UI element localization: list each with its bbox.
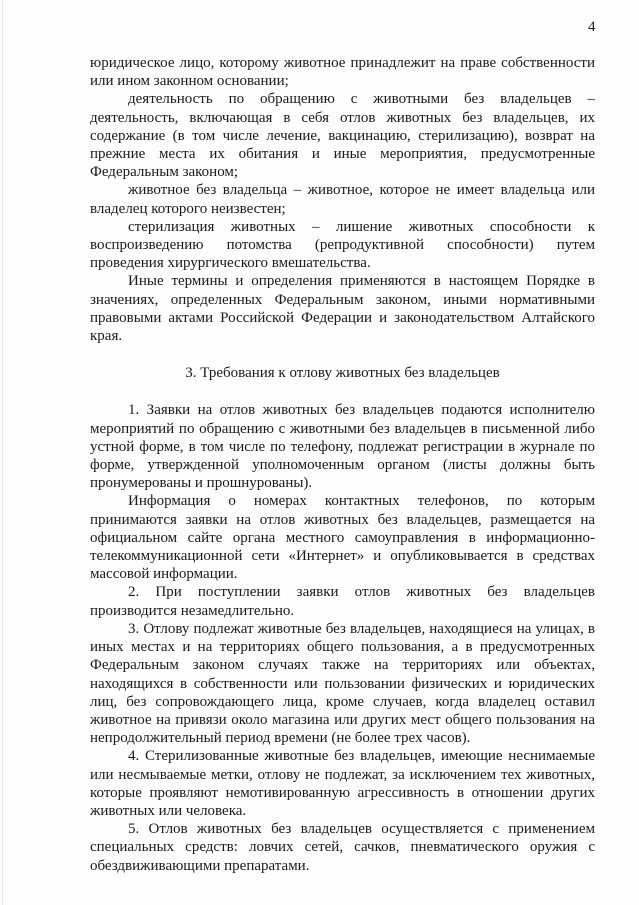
section-heading: 3. Требования к отлову животных без владельцев xyxy=(185,365,500,382)
page-number: 4 xyxy=(588,19,596,35)
paragraph-item-1: 1. Заявки на отлов животных без владельцев подаются исполнителю мероприятий по обращению с животными без владельцев в письменной либо устной форме, в том числе по телефону, подлежат регистрации в журнале по форме, утвержденной уполномоченным органом (листы должны быть пронумерованы и прошнурованы). xyxy=(90,402,595,492)
paragraph-item-2: 2. При поступлении заявки отлов животных без владельцев производится незамедлительно. xyxy=(90,584,595,619)
paragraph-legal-entity: юридическое лицо, которому животное принадлежит на праве собственности или ином законном основании; xyxy=(90,55,595,90)
paragraph-item-3: 3. Отлову подлежат животные без владельцев, находящиеся на улицах, в иных местах и на территориях общего пользования, а в предусмотренных Федеральным законом случаях также на территориях или объектах, находящихся в собственности или пользовании физических и юридических лиц, без сопровождающего лица, кроме случаев, когда владелец оставил животное на привязи около магазина или других мест общего пользования на непродолжительный период времени (не более трех часов). xyxy=(90,620,595,747)
document-body xyxy=(90,54,595,875)
page-edge-shadow xyxy=(2,0,3,905)
paragraph-definition-sterilization: стерилизация животных – лишение животных способности к воспроизведению потомства (репродуктивной способности) путем проведения хирургического вмешательства. xyxy=(90,218,595,272)
paragraph-definition-animal: животное без владельца – животное, которое не имеет владельца или владелец которого неизвестен; xyxy=(90,182,595,217)
paragraph-item-4: 4. Стерилизованные животные без владельцев, имеющие неснимаемые или несмываемые метки, отлову не подлежат, за исключением тех животных, которые проявляют немотивированную агрессивность в отношении других животных или человека. xyxy=(90,748,595,819)
paragraph-item-5: 5. Отлов животных без владельцев осуществляется с применением специальных средств: ловчих сетей, сачков, пневматического оружия с обездвиживающими препаратами. xyxy=(90,821,595,874)
paragraph-other-terms: Иные термины и определения применяются в настоящем Порядке в значениях, определенных Федеральным законом, иными нормативными правовыми актами Российской Федерации и законодательством Алтайского края. xyxy=(90,273,595,345)
paragraph-definition-activity: деятельность по обращению с животными без владельцев – деятельность, включающая в себя отлов животных без владельцев, их содержание (в том числе лечение, вакцинацию, стерилизацию), возврат на прежние места их обитания и иные мероприятия, предусмотренные Федеральным законом; xyxy=(90,91,595,181)
paragraph-contact-info: Информация о номерах контактных телефонов, по которым принимаются заявки на отлов животных без владельцев, размещается на официальном сайте органа местного самоуправления в информационно-телекоммуникационной сети «Интернет» и опубликовывается в средствах массовой информации. xyxy=(90,493,595,583)
